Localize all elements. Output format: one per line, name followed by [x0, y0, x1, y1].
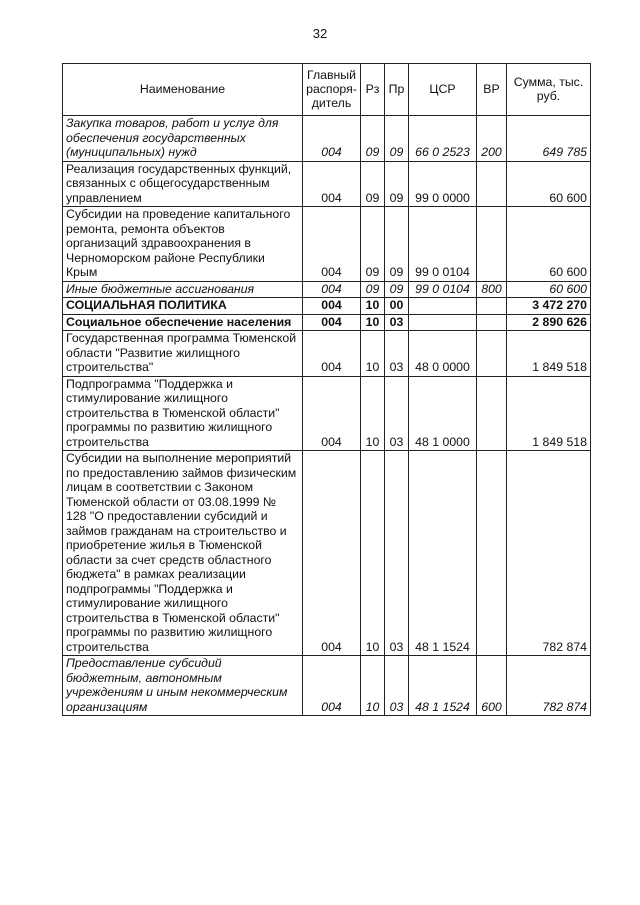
row-vr — [477, 161, 507, 207]
row-admin: 004 — [303, 298, 361, 315]
row-pr: 03 — [385, 376, 409, 451]
row-rz: 10 — [361, 331, 385, 377]
row-vr — [477, 207, 507, 282]
row-csr: 99 0 0104 — [409, 281, 477, 298]
row-rz: 10 — [361, 656, 385, 716]
row-rz: 10 — [361, 298, 385, 315]
row-admin: 004 — [303, 161, 361, 207]
row-vr — [477, 298, 507, 315]
header-sum: Сумма, тыс. руб. — [507, 64, 591, 116]
row-admin: 004 — [303, 656, 361, 716]
row-csr: 99 0 0000 — [409, 161, 477, 207]
row-pr: 09 — [385, 116, 409, 162]
row-admin: 004 — [303, 116, 361, 162]
table-row — [63, 281, 591, 298]
table-row — [63, 656, 591, 716]
header-name: Наименование — [63, 64, 303, 116]
row-pr: 09 — [385, 281, 409, 298]
table-row — [63, 376, 591, 451]
row-sum: 60 600 — [507, 281, 591, 298]
row-pr: 03 — [385, 331, 409, 377]
row-rz: 10 — [361, 314, 385, 331]
row-name: Предоставление субсидий бюджетным, автономным учреждениям и иным некоммерческим организациям — [63, 656, 303, 716]
table-row — [63, 207, 591, 282]
budget-table — [62, 63, 591, 716]
row-csr: 99 0 0104 — [409, 207, 477, 282]
header-pr: Пр — [385, 64, 409, 116]
row-csr: 48 1 0000 — [409, 376, 477, 451]
row-vr — [477, 331, 507, 377]
row-vr: 200 — [477, 116, 507, 162]
row-vr — [477, 314, 507, 331]
row-sum: 1 849 518 — [507, 376, 591, 451]
header-csr: ЦСР — [409, 64, 477, 116]
table-row — [63, 331, 591, 377]
header-admin: Главный распоря-дитель — [303, 64, 361, 116]
row-admin: 004 — [303, 281, 361, 298]
row-pr: 03 — [385, 656, 409, 716]
row-sum: 782 874 — [507, 656, 591, 716]
row-name: Закупка товаров, работ и услуг для обеспечения государственных (муниципальных) нужд — [63, 116, 303, 162]
table-row — [63, 161, 591, 207]
row-pr: 03 — [385, 314, 409, 331]
row-admin: 004 — [303, 314, 361, 331]
row-name: Субсидии на проведение капитального ремонта, ремонта объектов организаций здравоохранения в Черноморском районе Республики Крым — [63, 207, 303, 282]
row-sum: 60 600 — [507, 207, 591, 282]
row-sum: 649 785 — [507, 116, 591, 162]
row-vr: 600 — [477, 656, 507, 716]
row-sum: 782 874 — [507, 451, 591, 656]
row-rz: 09 — [361, 116, 385, 162]
row-vr — [477, 451, 507, 656]
row-name: Подпрограмма "Поддержка и стимулирование жилищного строительства в Тюменской области" программы по развитию жилищного строительства — [63, 376, 303, 451]
row-csr: 66 0 2523 — [409, 116, 477, 162]
row-admin: 004 — [303, 207, 361, 282]
table-header-row — [63, 64, 591, 116]
row-sum: 60 600 — [507, 161, 591, 207]
row-rz: 09 — [361, 281, 385, 298]
header-rz: Рз — [361, 64, 385, 116]
row-name: Реализация государственных функций, связанных с общегосударственным управлением — [63, 161, 303, 207]
header-vr: ВР — [477, 64, 507, 116]
table-row — [63, 298, 591, 315]
table-row — [63, 314, 591, 331]
row-csr: 48 1 1524 — [409, 656, 477, 716]
row-sum: 1 849 518 — [507, 331, 591, 377]
row-name: Иные бюджетные ассигнования — [63, 281, 303, 298]
row-pr: 00 — [385, 298, 409, 315]
row-rz: 10 — [361, 451, 385, 656]
row-pr: 09 — [385, 161, 409, 207]
row-csr: 48 1 1524 — [409, 451, 477, 656]
row-pr: 09 — [385, 207, 409, 282]
table-row — [63, 116, 591, 162]
row-vr: 800 — [477, 281, 507, 298]
row-admin: 004 — [303, 376, 361, 451]
row-admin: 004 — [303, 451, 361, 656]
row-csr: 48 0 0000 — [409, 331, 477, 377]
page-number: 32 — [312, 26, 328, 41]
row-rz: 09 — [361, 161, 385, 207]
row-sum: 2 890 626 — [507, 314, 591, 331]
row-rz: 09 — [361, 207, 385, 282]
table-body — [63, 116, 591, 716]
row-name: Социальное обеспечение населения — [63, 314, 303, 331]
row-admin: 004 — [303, 331, 361, 377]
row-sum: 3 472 270 — [507, 298, 591, 315]
row-vr — [477, 376, 507, 451]
row-csr — [409, 298, 477, 315]
row-pr: 03 — [385, 451, 409, 656]
row-name: Субсидии на выполнение мероприятий по предоставлению займов физическим лицам в соответствии с Законом Тюменской области от 03.08.1999 № 128 "О предоставлении субсидий и займов гражданам на строительство и приобретение жилья в Тюменской области за счет средств областного бюджета" в рамках реализации подпрограммы "Поддержка и стимулирование жилищного строительства в Тюменской области" программы по развитию жилищного строительства — [63, 451, 303, 656]
row-name: Государственная программа Тюменской области "Развитие жилищного строительства" — [63, 331, 303, 377]
table-row — [63, 451, 591, 656]
row-csr — [409, 314, 477, 331]
row-name: СОЦИАЛЬНАЯ ПОЛИТИКА — [63, 298, 303, 315]
row-rz: 10 — [361, 376, 385, 451]
